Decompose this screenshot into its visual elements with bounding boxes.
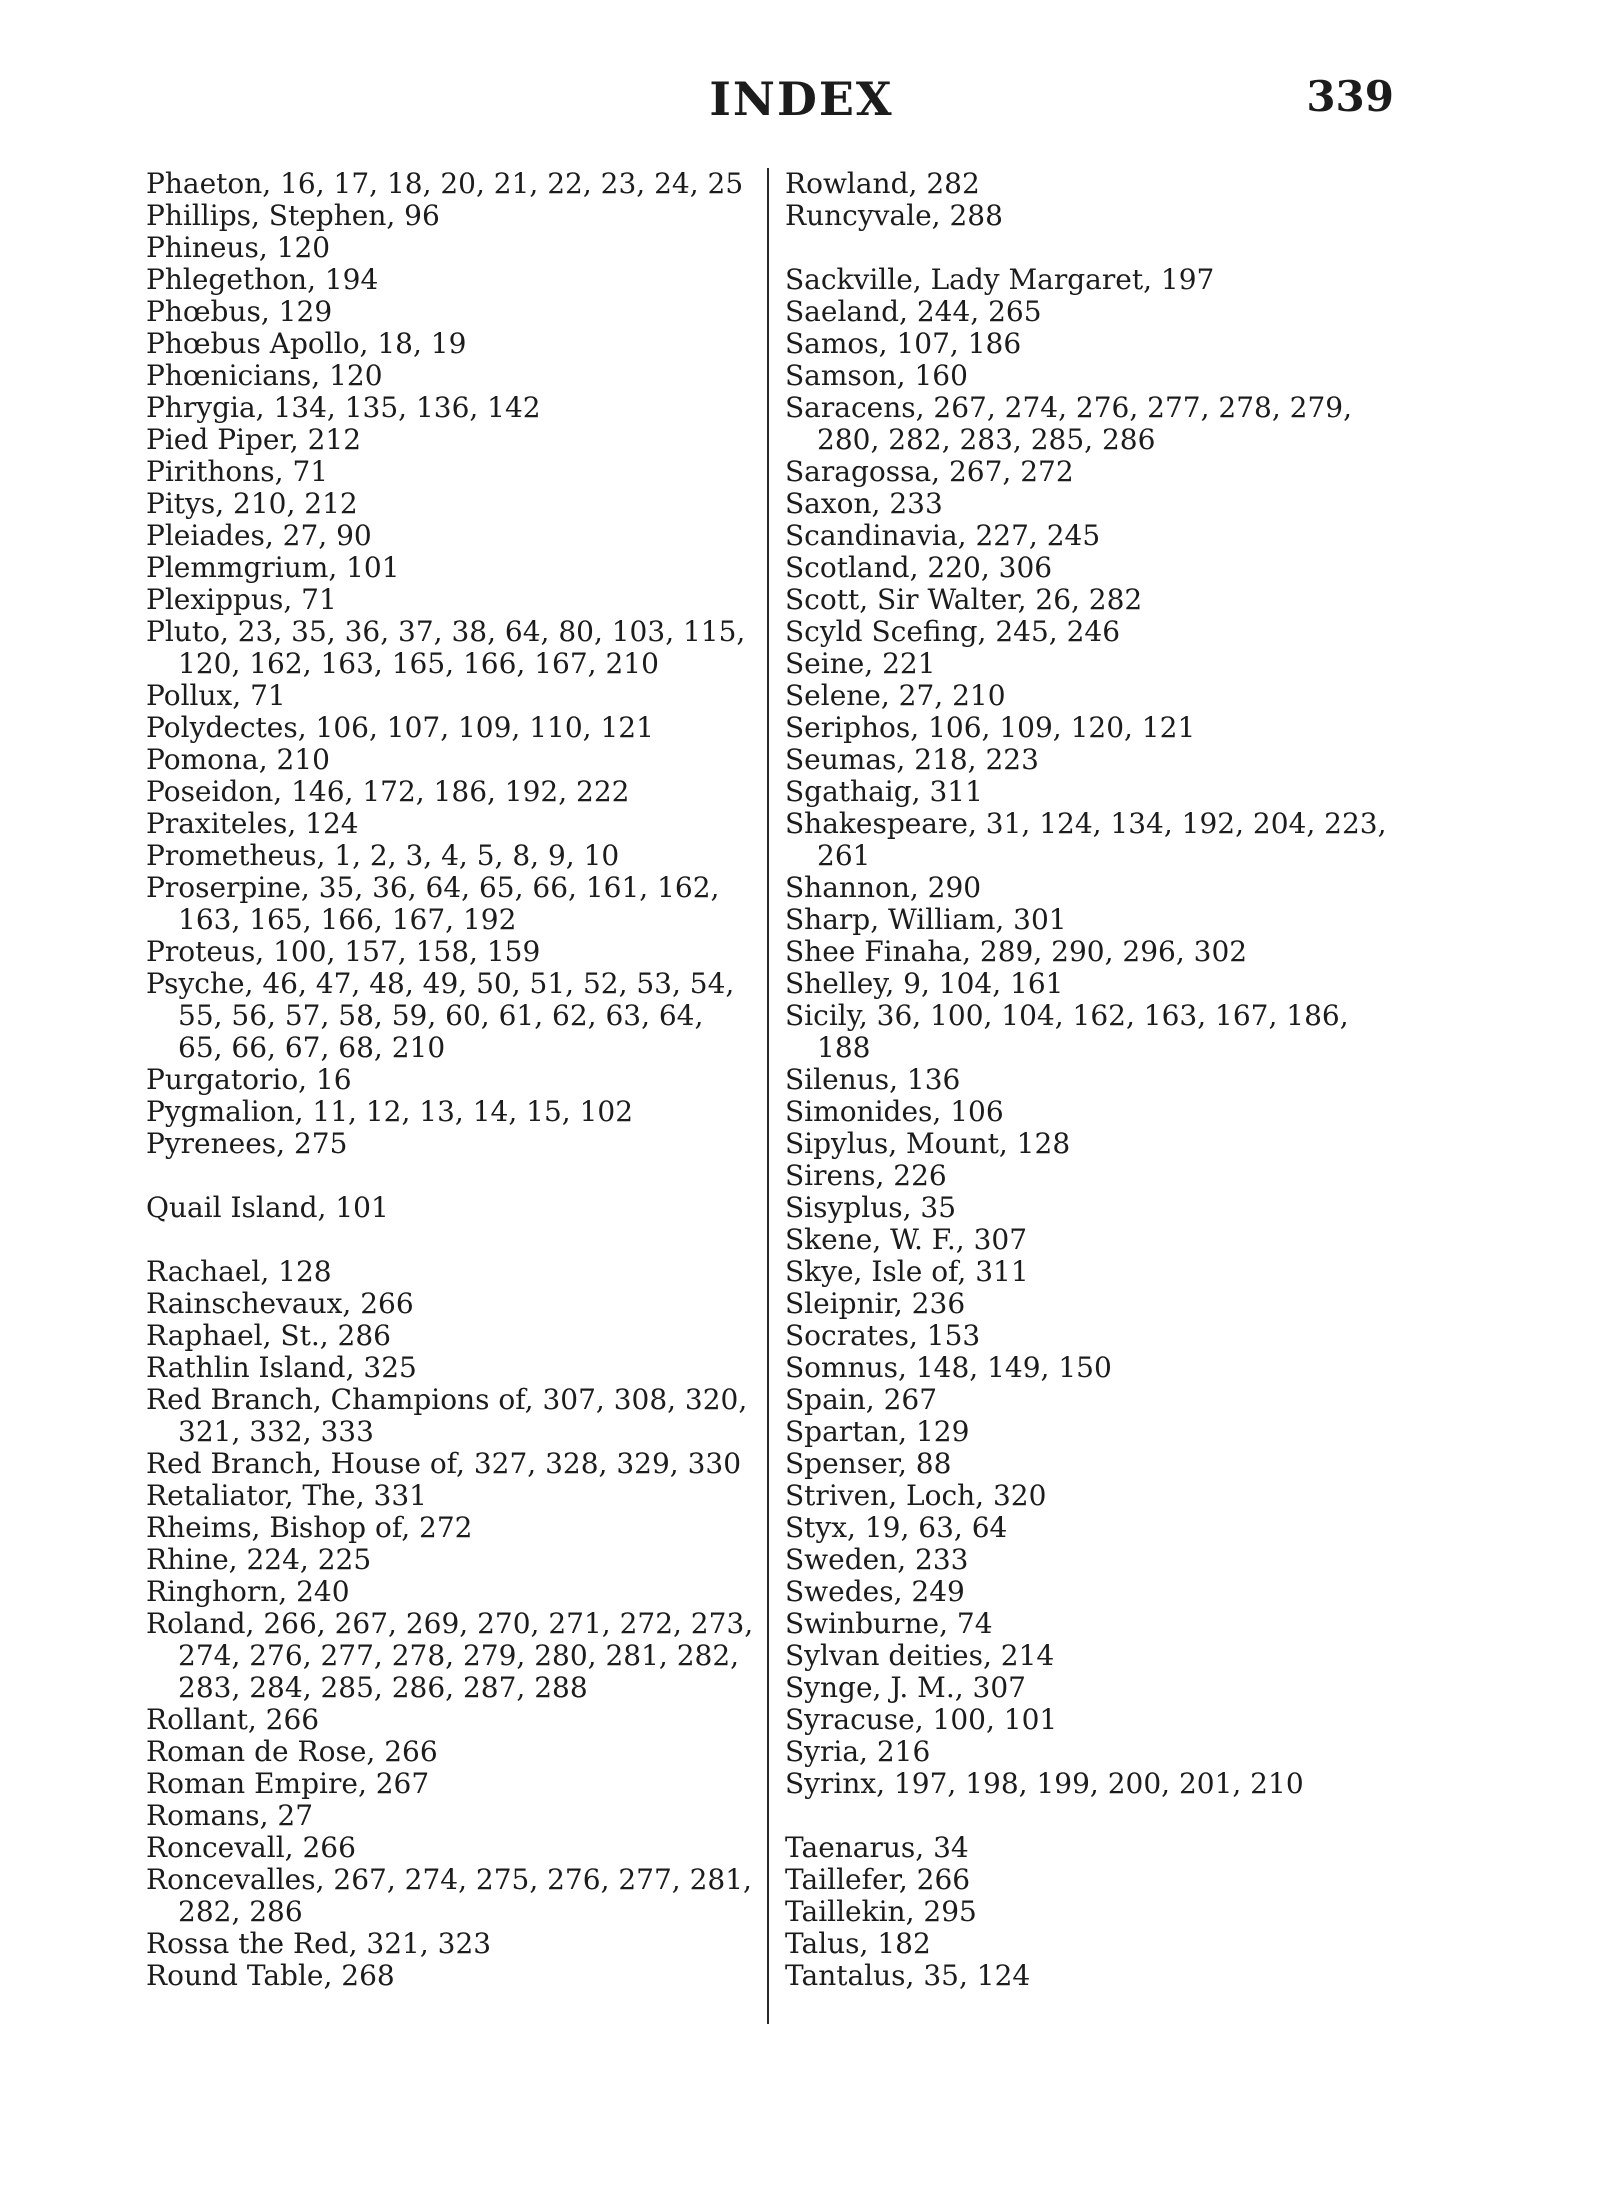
index-entry: Seriphos, 106, 109, 120, 121 (785, 711, 1196, 744)
index-entry: Swinburne, 74 (785, 1607, 993, 1640)
index-entry: Pyrenees, 275 (146, 1127, 348, 1160)
index-entry: Shakespeare, 31, 124, 134, 192, 204, 223, 261 (785, 807, 1387, 872)
index-entry: Silenus, 136 (785, 1063, 961, 1096)
index-entry: Psyche, 46, 47, 48, 49, 50, 51, 52, 53, 54, 55, 56, 57, 58, 59, 60, 61, 62, 63, 64, 65, 66, 67, 68, 210 (146, 967, 735, 1064)
index-entry: Tantalus, 35, 124 (785, 1959, 1031, 1992)
index-entry: Rollant, 266 (146, 1703, 320, 1736)
index-entry: Proserpine, 35, 36, 64, 65, 66, 161, 162, 163, 165, 166, 167, 192 (146, 871, 720, 936)
index-entry: Sisyplus, 35 (785, 1191, 957, 1224)
index-entry: Saxon, 233 (785, 487, 943, 520)
index-entry: Rainschevaux, 266 (146, 1287, 414, 1320)
index-entry: Seumas, 218, 223 (785, 743, 1039, 776)
index-entry: Striven, Loch, 320 (785, 1479, 1047, 1512)
index-entry: Shelley, 9, 104, 161 (785, 967, 1064, 1000)
index-entry: Phrygia, 134, 135, 136, 142 (146, 391, 541, 424)
index-column-right (785, 168, 1405, 1992)
index-entry: Samson, 160 (785, 359, 968, 392)
index-entry: Roman Empire, 267 (146, 1767, 430, 1800)
index-entry: Red Branch, Champions of, 307, 308, 320, 321, 332, 333 (146, 1383, 748, 1448)
section-gap (146, 1224, 756, 1256)
index-entry: Pygmalion, 11, 12, 13, 14, 15, 102 (146, 1095, 634, 1128)
index-entry: Sweden, 233 (785, 1543, 969, 1576)
index-entry: Selene, 27, 210 (785, 679, 1006, 712)
index-entry: Plemmgrium, 101 (146, 551, 400, 584)
index-entry: Spain, 267 (785, 1383, 938, 1416)
page-title: INDEX (709, 72, 894, 126)
section-gap (785, 232, 1405, 264)
index-entry: Pirithons, 71 (146, 455, 329, 488)
section-gap (146, 1160, 756, 1192)
index-entry: Round Table, 268 (146, 1959, 395, 1992)
index-entry: Sharp, William, 301 (785, 903, 1067, 936)
index-entry: Saracens, 267, 274, 276, 277, 278, 279, 280, 282, 283, 285, 286 (785, 391, 1352, 456)
index-entry: Scotland, 220, 306 (785, 551, 1053, 584)
index-entry: Syrinx, 197, 198, 199, 200, 201, 210 (785, 1767, 1304, 1800)
index-entry: Saeland, 244, 265 (785, 295, 1042, 328)
index-entry: Raphael, St., 286 (146, 1319, 391, 1352)
index-entry: Prometheus, 1, 2, 3, 4, 5, 8, 9, 10 (146, 839, 620, 872)
index-entry: Phœnicians, 120 (146, 359, 383, 392)
index-entry: Simonides, 106 (785, 1095, 1004, 1128)
page-number: 339 (1306, 72, 1394, 121)
index-entry: Roman de Rose, 266 (146, 1735, 438, 1768)
index-entry: Scandinavia, 227, 245 (785, 519, 1101, 552)
index-entry: Poseidon, 146, 172, 186, 192, 222 (146, 775, 630, 808)
index-entry: Rheims, Bishop of, 272 (146, 1511, 473, 1544)
index-entry: Praxiteles, 124 (146, 807, 359, 840)
index-entry: Seine, 221 (785, 647, 936, 680)
index-entry: Ringhorn, 240 (146, 1575, 350, 1608)
index-entry: Sipylus, Mount, 128 (785, 1127, 1071, 1160)
index-entry: Rachael, 128 (146, 1255, 332, 1288)
index-entry: Sicily, 36, 100, 104, 162, 163, 167, 186, 188 (785, 999, 1349, 1064)
index-entry: Phillips, Stephen, 96 (146, 199, 440, 232)
index-entry: Rowland, 282 (785, 167, 980, 200)
index-entry: Talus, 182 (785, 1927, 931, 1960)
index-entry: Phaeton, 16, 17, 18, 20, 21, 22, 23, 24, 25 (146, 167, 744, 200)
index-entry: Phlegethon, 194 (146, 263, 379, 296)
index-entry: Rhine, 224, 225 (146, 1543, 372, 1576)
index-entry: Pitys, 210, 212 (146, 487, 358, 520)
index-entry: Taillekin, 295 (785, 1895, 977, 1928)
index-entry: Pomona, 210 (146, 743, 330, 776)
index-entry: Samos, 107, 186 (785, 327, 1022, 360)
index-column-left (146, 168, 756, 1992)
index-entry: Syracuse, 100, 101 (785, 1703, 1058, 1736)
index-entry: Syria, 216 (785, 1735, 931, 1768)
index-entry: Proteus, 100, 157, 158, 159 (146, 935, 541, 968)
index-entry: Skene, W. F., 307 (785, 1223, 1028, 1256)
index-entry: Roncevalles, 267, 274, 275, 276, 277, 281, 282, 286 (146, 1863, 752, 1928)
index-entry: Socrates, 153 (785, 1319, 981, 1352)
index-entry: Quail Island, 101 (146, 1191, 389, 1224)
index-entry: Spartan, 129 (785, 1415, 970, 1448)
index-entry: Shee Finaha, 289, 290, 296, 302 (785, 935, 1248, 968)
index-entry: Phœbus, 129 (146, 295, 333, 328)
index-entry: Saragossa, 267, 272 (785, 455, 1074, 488)
index-entry: Styx, 19, 63, 64 (785, 1511, 1008, 1544)
index-entry: Scott, Sir Walter, 26, 282 (785, 583, 1143, 616)
index-entry: Phineus, 120 (146, 231, 331, 264)
index-entry: Rathlin Island, 325 (146, 1351, 417, 1384)
index-entry: Sleipnir, 236 (785, 1287, 966, 1320)
index-entry: Skye, Isle of, 311 (785, 1255, 1029, 1288)
index-entry: Sackville, Lady Margaret, 197 (785, 263, 1215, 296)
index-entry: Red Branch, House of, 327, 328, 329, 330 (146, 1447, 742, 1480)
index-entry: Taillefer, 266 (785, 1863, 971, 1896)
index-entry: Sgathaig, 311 (785, 775, 983, 808)
index-entry: Synge, J. M., 307 (785, 1671, 1026, 1704)
index-entry: Sylvan deities, 214 (785, 1639, 1055, 1672)
index-entry: Purgatorio, 16 (146, 1063, 352, 1096)
index-entry: Swedes, 249 (785, 1575, 965, 1608)
index-entry: Taenarus, 34 (785, 1831, 969, 1864)
index-entry: Somnus, 148, 149, 150 (785, 1351, 1112, 1384)
index-entry: Roncevall, 266 (146, 1831, 356, 1864)
column-divider (767, 168, 769, 2024)
index-entry: Retaliator, The, 331 (146, 1479, 427, 1512)
index-entry: Spenser, 88 (785, 1447, 952, 1480)
index-entry: Pluto, 23, 35, 36, 37, 38, 64, 80, 103, 115, 120, 162, 163, 165, 166, 167, 210 (146, 615, 746, 680)
index-entry: Pied Piper, 212 (146, 423, 362, 456)
index-entry: Phœbus Apollo, 18, 19 (146, 327, 467, 360)
section-gap (785, 1800, 1405, 1832)
index-entry: Sirens, 226 (785, 1159, 947, 1192)
index-entry: Romans, 27 (146, 1799, 314, 1832)
index-entry: Scyld Scefing, 245, 246 (785, 615, 1121, 648)
index-entry: Runcyvale, 288 (785, 199, 1003, 232)
index-entry: Shannon, 290 (785, 871, 982, 904)
index-entry: Roland, 266, 267, 269, 270, 271, 272, 273, 274, 276, 277, 278, 279, 280, 281, 282, 283, 284, 285, 286, 287, 288 (146, 1607, 754, 1704)
index-entry: Pleiades, 27, 90 (146, 519, 372, 552)
index-entry: Plexippus, 71 (146, 583, 337, 616)
index-entry: Pollux, 71 (146, 679, 286, 712)
index-entry: Polydectes, 106, 107, 109, 110, 121 (146, 711, 654, 744)
index-entry: Rossa the Red, 321, 323 (146, 1927, 492, 1960)
